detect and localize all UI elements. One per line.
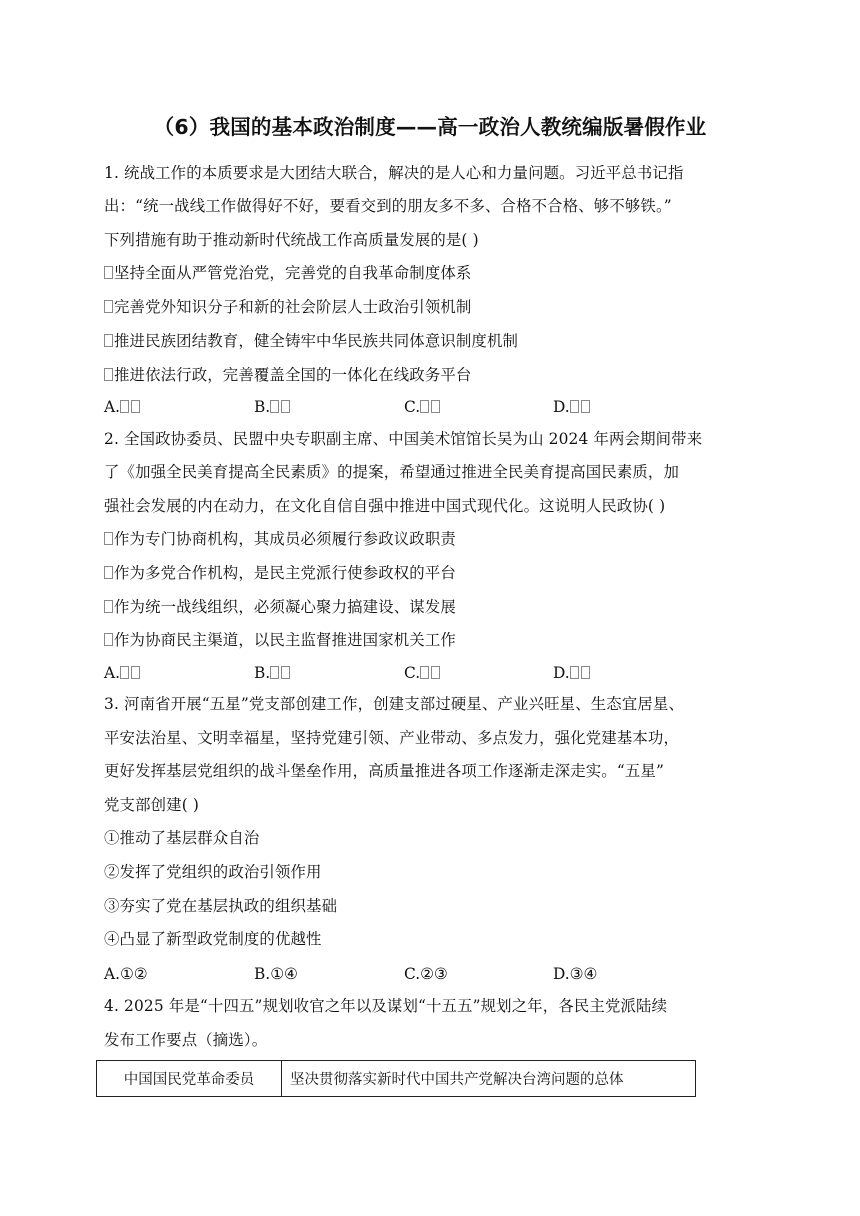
q4-stem-line-1: 4. 2025 年是“十四五”规划收官之年以及谋划“十五五”规划之年，各民主党派陆续 — [104, 997, 668, 1015]
q2-stem-line-2: 了《加强全民美育提高全民素质》的提案，希望通过推进全民美育提高国民素质，加 — [104, 463, 680, 481]
q3-option-d: D.③④ — [553, 965, 598, 983]
q2-option-c: C. — [404, 663, 442, 683]
q2-option-d: D. — [553, 663, 592, 683]
missing-glyph-box — [420, 666, 429, 679]
q3-stem-line-4: 党支部创建( ) — [104, 796, 200, 814]
missing-glyph-box — [131, 400, 140, 413]
q3-item-1: ①推动了基层群众自治 — [104, 829, 260, 847]
q1-option-d: D. — [553, 397, 592, 417]
missing-glyph-box — [281, 666, 290, 679]
q3-item-3: ③夯实了党在基层执政的组织基础 — [104, 897, 338, 915]
missing-glyph-box — [104, 334, 113, 347]
table-row — [97, 1061, 696, 1097]
missing-glyph-box — [420, 400, 429, 413]
missing-glyph-box — [581, 666, 590, 679]
q3-item-4: ④凸显了新型政党制度的优越性 — [104, 930, 322, 948]
missing-glyph-box — [131, 666, 140, 679]
missing-glyph-box — [104, 600, 113, 613]
q4-table — [96, 1060, 696, 1097]
q3-option-c: C.②③ — [404, 965, 448, 983]
missing-glyph-box — [570, 666, 579, 679]
missing-glyph-box — [120, 400, 129, 413]
q3-item-2: ②发挥了党组织的政治引领作用 — [104, 863, 322, 881]
q2-stem-line-3: 强社会发展的内在动力，在文化自信自强中推进中国式现代化。这说明人民政协( ) — [104, 497, 666, 515]
missing-glyph-box — [431, 400, 440, 413]
q2-item-4: 作为协商民主渠道，以民主监督推进国家机关工作 — [104, 630, 456, 650]
q3-option-b: B.①④ — [254, 965, 298, 983]
missing-glyph-box — [104, 266, 113, 279]
q1-option-a: A. — [104, 397, 142, 417]
q1-item-2: 完善党外知识分子和新的社会阶层人士政治引领机制 — [104, 297, 471, 317]
q1-stem-line-2: 出：“统一战线工作做得好不好，要看交到的朋友多不多、合格不合格、够不够铁。” — [104, 197, 672, 215]
missing-glyph-box — [270, 666, 279, 679]
q3-option-a: A.①② — [104, 965, 148, 983]
missing-glyph-box — [104, 566, 113, 579]
table-cell: 坚决贯彻落实新时代中国共产党解决台湾问题的总体 — [282, 1061, 696, 1097]
missing-glyph-box — [104, 532, 113, 545]
q2-item-1: 作为专门协商机构，其成员必须履行参政议政职责 — [104, 529, 456, 549]
missing-glyph-box — [270, 400, 279, 413]
q1-item-4: 推进依法行政，完善覆盖全国的一体化在线政务平台 — [104, 365, 471, 385]
missing-glyph-box — [120, 666, 129, 679]
q1-option-b: B. — [254, 397, 292, 417]
q2-item-3: 作为统一战线组织，必须凝心聚力搞建设、谋发展 — [104, 597, 456, 617]
q1-option-c: C. — [404, 397, 442, 417]
q1-stem-line-3: 下列措施有助于推动新时代统战工作高质量发展的是( ) — [104, 231, 479, 249]
q4-stem-line-2: 发布工作要点（摘选）。 — [104, 1031, 268, 1049]
q3-stem-line-3: 更好发挥基层党组织的战斗堡垒作用，高质量推进各项工作逐渐走深走实。“五星” — [104, 762, 664, 780]
q3-stem-line-2: 平安法治星、文明幸福星，坚持党建引领、产业带动、多点发力，强化党建基本功， — [104, 729, 680, 747]
q1-item-3: 推进民族团结教育，健全铸牢中华民族共同体意识制度机制 — [104, 331, 518, 351]
missing-glyph-box — [431, 666, 440, 679]
missing-glyph-box — [570, 400, 579, 413]
q2-stem-line-1: 2. 全国政协委员、民盟中央专职副主席、中国美术馆馆长吴为山 2024 年两会期间带来 — [104, 430, 703, 448]
missing-glyph-box — [104, 300, 113, 313]
q2-option-a: A. — [104, 663, 142, 683]
missing-glyph-box — [281, 400, 290, 413]
table-cell: 中国国民党革命委员 — [97, 1061, 282, 1097]
page-title: （6）我国的基本政治制度——高一政治人教统编版暑假作业 — [153, 115, 707, 139]
missing-glyph-box — [104, 633, 113, 646]
q2-item-2: 作为多党合作机构，是民主党派行使参政权的平台 — [104, 563, 456, 583]
q3-stem-line-1: 3. 河南省开展“五星”党支部创建工作，创建支部过硬星、产业兴旺星、生态宜居星、 — [104, 695, 684, 713]
q1-item-1: 坚持全面从严管党治党，完善党的自我革命制度体系 — [104, 263, 471, 283]
missing-glyph-box — [104, 368, 113, 381]
q1-stem-line-1: 1. 统战工作的本质要求是大团结大联合，解决的是人心和力量问题。习近平总书记指 — [104, 164, 684, 182]
missing-glyph-box — [581, 400, 590, 413]
q2-option-b: B. — [254, 663, 292, 683]
